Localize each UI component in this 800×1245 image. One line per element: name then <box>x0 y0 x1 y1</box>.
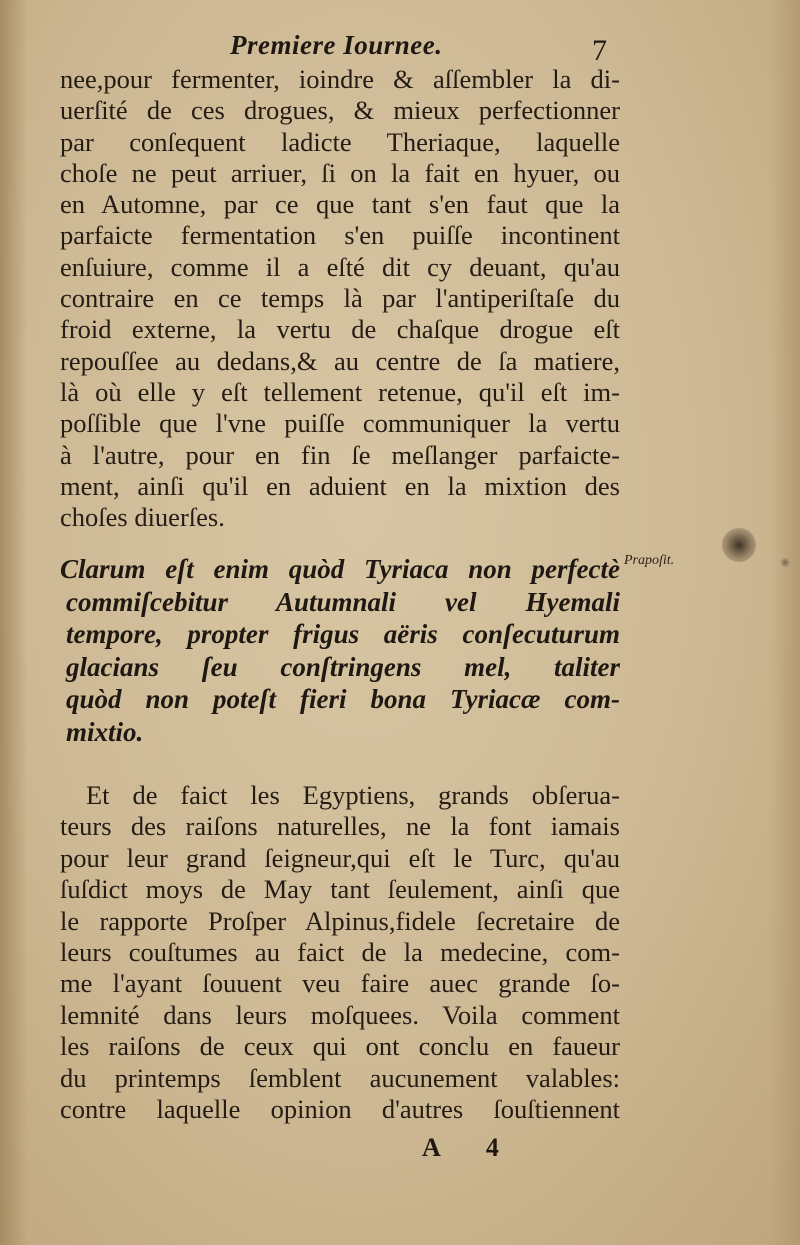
text-line: en Automne, par ce que tant s'en faut que la <box>60 189 620 220</box>
text-line: les raiſons de ceux qui ont conclu en faueur <box>60 1031 620 1062</box>
text-line: me l'ayant ſouuent veu faire auec grande ſo- <box>60 968 620 999</box>
text-line: contre laquelle opinion d'autres ſouſtiennent <box>60 1093 620 1124</box>
ink-stain <box>722 528 756 562</box>
text-line: leurs couſtumes au faict de la medecine, com- <box>60 936 620 967</box>
text-line: par conſequent ladicte Theriaque, laquelle <box>60 126 620 157</box>
text-line: pour leur grand ſeigneur,qui eſt le Turc, qu'au <box>60 842 620 873</box>
text-line: ſuſdict moys de May tant ſeulement, ainſi que <box>60 874 620 905</box>
text-line: Et de faict les Egyptiens, grands obſerua- <box>86 780 620 810</box>
paragraph-continuation <box>60 64 620 533</box>
text-line: nee,pour fermenter, ioindre & aſſembler la di- <box>60 64 620 94</box>
text-line: uerſité de ces drogues, & mieux perfectionner <box>60 95 620 126</box>
text-line: parfaicte fermentation s'en puiſſe incontinent <box>60 220 620 251</box>
ink-speck <box>781 558 790 567</box>
quote-line: commiſcebitur Autumnali vel Hyemali <box>66 586 620 617</box>
quote-line: glacians ſeu conſtringens mel, taliter <box>66 651 620 682</box>
page-number: 7 <box>592 34 607 67</box>
text-line: choſes diuerſes. <box>60 502 225 533</box>
text-line: du printemps ſemblent aucunement valables: <box>60 1062 620 1093</box>
quote-line: quòd non poteſt fieri bona Tyriacæ com- <box>66 684 620 714</box>
text-line: ment, ainſi qu'il en aduient en la mixtion des <box>60 470 620 501</box>
text-line: repouſſee au dedans,& au centre de ſa matiere, <box>60 345 620 376</box>
running-head: Premiere Iournee. <box>230 30 443 60</box>
text-line: là où elle y eſt tellement retenue, qu'il eſt im- <box>60 376 620 407</box>
text-line: lemnité dans leurs moſquees. Voila comment <box>60 999 620 1030</box>
quote-line: mixtio. <box>66 716 144 747</box>
quote-line: Clarum eſt enim quòd Tyriaca non perfectè <box>60 554 620 584</box>
marginal-note: Prapoſit. <box>624 553 675 568</box>
text-line: le rapporte Proſper Alpinus,fidele ſecretaire de <box>60 905 620 936</box>
text-line: poſſible que l'vne puiſſe communiquer la vertu <box>60 408 620 439</box>
text-line: froid externe, la vertu de chaſque drogue eſt <box>60 314 620 345</box>
quote-line: tempore, propter frigus aëris conſecuturum <box>66 619 620 649</box>
text-line: teurs des raiſons naturelles, ne la font iamais <box>60 811 620 842</box>
signature-mark: A 4 <box>422 1133 519 1162</box>
text-line: choſe ne peut arriuer, ſi on la fait en hyuer, ou <box>60 157 620 188</box>
text-line: à l'autre, pour en fin ſe meſlanger parfaicte- <box>60 439 620 470</box>
text-line: enſuiure, comme il a eſté dit cy deuant, qu'au <box>60 251 620 282</box>
text-line: contraire en ce temps là par l'antiperiſtaſe du <box>60 283 620 314</box>
paragraph-egyptiens <box>60 780 620 1125</box>
latin-quotation <box>60 553 620 748</box>
